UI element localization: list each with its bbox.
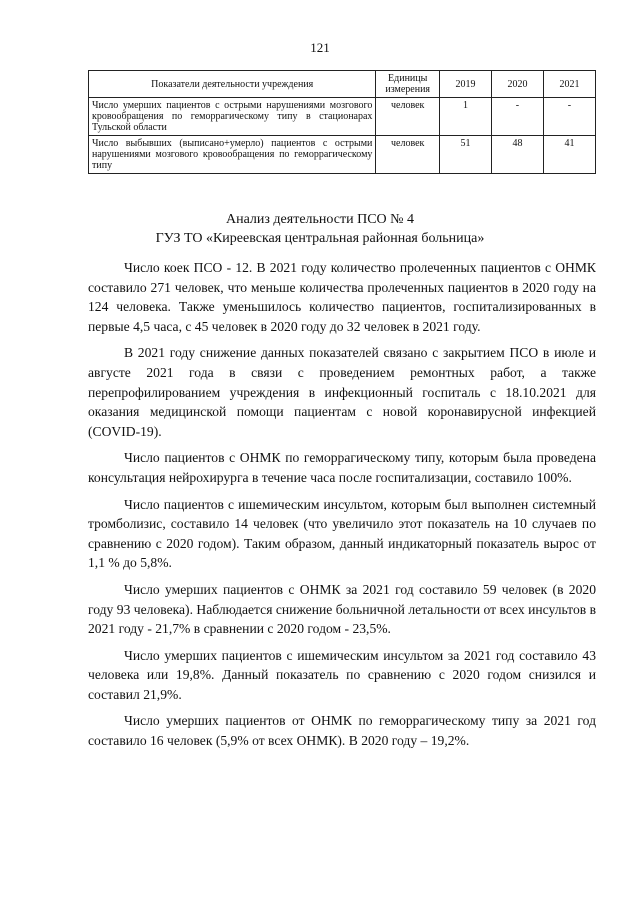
header-year-2020: 2020	[491, 71, 543, 98]
page-number: 121	[310, 40, 330, 55]
paragraph: Число умерших пациентов с ишемическим инсультом за 2021 год составило 43 человека или 19,8%. Данный показатель по сравнению с 2020 годом снизился и составил 21,9%.	[88, 647, 596, 702]
section-title-line-1: Анализ деятельности ПСО № 4	[225, 212, 414, 227]
row-indicator: Число выбывших (выписано+умерло) пациентов с острыми нарушениями мозгового кровообращения по геморрагическому типу	[89, 136, 376, 174]
paragraph: Число пациентов с ишемическим инсультом, которым был выполнен системный тромболизис, составило 14 человек (что увеличило этот показатель на 10 случаев по сравнению с 2020 годом). Таким образом, данный индикаторный показатель вырос от 1,1 % до 5,8%.	[88, 496, 596, 571]
row-unit: человек	[376, 136, 440, 174]
paragraph: В 2021 году снижение данных показателей связано с закрытием ПСО в июле и августе 2021 года в связи с проведением ремонтных работ, а также перепрофилированием учреждения в инфекционный госпиталь с 18.10.2021 для оказания медицинской помощи пациентам с новой коронавирусной инфекцией (COVID-19).	[88, 345, 596, 439]
header-year-2021: 2021	[543, 71, 595, 98]
table-row	[89, 98, 596, 136]
section-title	[0, 210, 640, 248]
row-value-2021: 41	[543, 136, 595, 174]
row-value-2019: 1	[439, 98, 491, 136]
header-year-2019: 2019	[439, 71, 491, 98]
paragraph: Число умерших пациентов с ОНМК за 2021 год составило 59 человек (в 2020 году 93 человека). Наблюдается снижение больничной летальности от всех инсультов в 2021 году - 21,7% в сравнении с 2020 годом - 23,5%.	[88, 581, 596, 637]
row-indicator: Число умерших пациентов с острыми нарушениями мозгового кровообращения по геморрагическому типу в стационарах Тульской области	[89, 98, 376, 136]
header-indicator: Показатели деятельности учреждения	[89, 71, 376, 98]
header-unit: Единицы измерения	[376, 71, 440, 98]
row-value-2021: -	[543, 98, 595, 136]
indicators-table	[88, 70, 596, 174]
table-row	[89, 136, 596, 174]
body-text	[88, 258, 596, 758]
paragraph: Число пациентов с ОНМК по геморрагическому типу, которым была проведена консультация нейрохирурга в течение часа после госпитализации, составило 100%.	[88, 450, 596, 485]
row-value-2020: -	[491, 98, 543, 136]
paragraph: Число коек ПСО - 12. В 2021 году количество пролеченных пациентов с ОНМК составило 271 человек, что меньше количества пролеченных пациентов в 2020 году на 124 человека. Также уменьшилось количество пациентов, госпитализированных в первые 4,5 часа, с 45 человек в 2020 году до 32 человек в 2021 году.	[88, 260, 596, 334]
table-header-row	[89, 71, 596, 98]
paragraph: Число умерших пациентов от ОНМК по геморрагическому типу за 2021 год составило 16 человек (5,9% от всех ОНМК). В 2020 году – 19,2%.	[88, 713, 596, 749]
row-value-2019: 51	[439, 136, 491, 174]
row-unit: человек	[376, 98, 440, 136]
section-title-line-2: ГУЗ ТО «Киреевская центральная районная больница»	[155, 231, 485, 246]
row-value-2020: 48	[491, 136, 543, 174]
